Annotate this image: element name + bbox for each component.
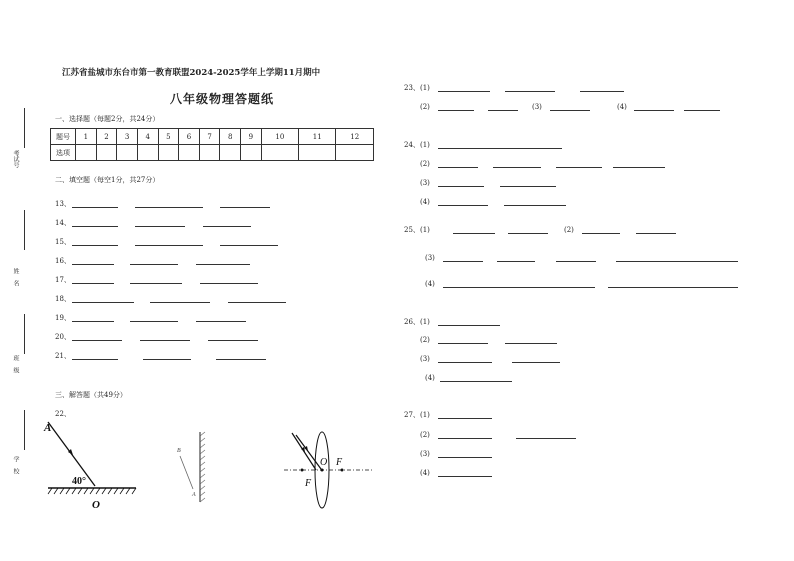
figure-plane-mirror — [170, 430, 220, 505]
q25-blank-1[interactable] — [453, 233, 495, 234]
fill-q21-blank-1[interactable] — [72, 359, 118, 360]
fill-q13-blank-2[interactable] — [135, 207, 203, 208]
q27-part1: (1) — [420, 411, 430, 419]
q23-blank-7[interactable] — [634, 110, 674, 111]
mirror-hatching — [48, 488, 136, 494]
label-point-b: B — [177, 448, 181, 454]
q25-part3: (3) — [425, 254, 435, 262]
side-label-name: 姓名 — [12, 268, 19, 292]
side-label-school: 学校 — [12, 456, 19, 480]
answer-cell[interactable] — [137, 145, 158, 161]
label-focus-left: F — [305, 478, 312, 489]
focus-dot — [341, 469, 344, 472]
answer-cell[interactable] — [158, 145, 179, 161]
q25-blank-4[interactable] — [636, 233, 676, 234]
q25-part2: (2) — [564, 226, 574, 234]
table-cell: 11 — [299, 129, 336, 145]
fill-q13-blank-3[interactable] — [220, 207, 270, 208]
fill-q20-blank-3[interactable] — [208, 340, 258, 341]
q26-blank-4[interactable] — [438, 362, 492, 363]
q26-blank-1[interactable] — [438, 325, 500, 326]
figure-convex-lens — [280, 425, 380, 510]
table-row-answers — [51, 145, 374, 161]
fill-q16-number: 16、 — [55, 257, 71, 265]
q23-blank-1[interactable] — [438, 91, 490, 92]
fill-q14-number: 14、 — [55, 219, 71, 227]
fill-q19-blank-2[interactable] — [130, 321, 178, 322]
fill-q21-blank-2[interactable] — [143, 359, 191, 360]
table-cell: 1 — [76, 129, 97, 145]
q24-blank-4[interactable] — [556, 167, 602, 168]
q23-blank-5[interactable] — [488, 110, 518, 111]
q27-part2: (2) — [420, 431, 430, 439]
q25-blank-10[interactable] — [608, 287, 738, 288]
fill-q18-number: 18、 — [55, 295, 71, 303]
q27-blank-3[interactable] — [516, 438, 576, 439]
q26-part4: (4) — [425, 374, 435, 382]
answer-cell[interactable] — [96, 145, 117, 161]
fill-q21-blank-3[interactable] — [216, 359, 266, 360]
q27-blank-4[interactable] — [438, 457, 492, 458]
fill-q14-blank-2[interactable] — [135, 226, 185, 227]
q23-blank-2[interactable] — [505, 91, 555, 92]
fill-q20-blank-1[interactable] — [72, 340, 122, 341]
fill-q13-blank-1[interactable] — [72, 207, 118, 208]
fill-q19-number: 19、 — [55, 314, 71, 322]
section-fill-heading: 二、填空题（每空1分，共27分） — [55, 176, 160, 184]
q25-blank-2[interactable] — [508, 233, 548, 234]
q24-part4: (4) — [420, 198, 430, 206]
answer-cell[interactable] — [179, 145, 200, 161]
fill-q15-blank-2[interactable] — [135, 245, 203, 246]
q25-blank-7[interactable] — [556, 261, 596, 262]
q23-part4: (4) — [617, 103, 627, 111]
q24-blank-9[interactable] — [504, 205, 566, 206]
q24-part2: (2) — [420, 160, 430, 168]
fill-q13-number: 13、 — [55, 200, 71, 208]
answer-cell[interactable] — [261, 145, 298, 161]
q25-blank-3[interactable] — [582, 233, 620, 234]
q24-blank-3[interactable] — [493, 167, 541, 168]
fill-q17-blank-3[interactable] — [200, 283, 258, 284]
q24-blank-5[interactable] — [613, 167, 665, 168]
side-line-4 — [24, 410, 25, 450]
section-choice-heading: 一、选择题（每题2分，共24分） — [55, 115, 160, 123]
q25-blank-9[interactable] — [443, 287, 595, 288]
q23-blank-8[interactable] — [684, 110, 720, 111]
q23-number: 23、 — [404, 84, 420, 92]
figure-reflection — [40, 418, 140, 510]
fill-q18-blank-3[interactable] — [228, 302, 286, 303]
fill-q15-blank-1[interactable] — [72, 245, 118, 246]
answer-cell[interactable] — [117, 145, 138, 161]
q24-blank-1[interactable] — [438, 148, 562, 149]
fill-q20-blank-2[interactable] — [140, 340, 190, 341]
answer-cell[interactable] — [299, 145, 336, 161]
label-point-o: O — [92, 499, 100, 510]
fill-q21-number: 21、 — [55, 352, 71, 360]
side-line-1 — [24, 108, 25, 148]
fill-q15-number: 15、 — [55, 238, 71, 246]
table-cell: 12 — [336, 129, 374, 145]
q27-blank-2[interactable] — [438, 438, 492, 439]
fill-q19-blank-1[interactable] — [72, 321, 114, 322]
fill-q17-blank-2[interactable] — [130, 283, 182, 284]
answer-cell[interactable] — [76, 145, 97, 161]
fill-q14-blank-3[interactable] — [203, 226, 251, 227]
q24-blank-7[interactable] — [500, 186, 556, 187]
side-line-3 — [24, 314, 25, 354]
q27-part4: (4) — [420, 469, 430, 477]
label-point-a: A — [192, 492, 196, 498]
q26-blank-3[interactable] — [505, 343, 557, 344]
q24-number: 24、 — [404, 141, 420, 149]
q25-part4: (4) — [425, 280, 435, 288]
label-angle: 40° — [72, 476, 86, 487]
optical-center-dot — [321, 469, 324, 472]
answer-cell[interactable] — [336, 145, 374, 161]
side-line-2 — [24, 210, 25, 250]
q26-part1: (1) — [420, 318, 430, 326]
q25-blank-5[interactable] — [443, 261, 483, 262]
q22-number: 22、 — [55, 410, 71, 418]
q25-part1: (1) — [420, 226, 430, 234]
paper-title: 八年级物理答题纸 — [170, 92, 275, 106]
q23-part3: (3) — [532, 103, 542, 111]
focus-dot — [301, 469, 304, 472]
q26-number: 26、 — [404, 318, 420, 326]
q27-number: 27、 — [404, 411, 420, 419]
side-label-exam-no: 考试号 — [12, 150, 19, 168]
choice-answer-table — [50, 128, 374, 161]
table-row-numbers — [51, 129, 374, 145]
q26-blank-2[interactable] — [438, 343, 488, 344]
fill-q16-blank-2[interactable] — [130, 264, 178, 265]
label-point-a: A — [44, 422, 52, 434]
answer-cell[interactable] — [199, 145, 220, 161]
mirror-hatching — [200, 432, 205, 502]
q24-blank-2[interactable] — [438, 167, 478, 168]
q24-blank-8[interactable] — [438, 205, 488, 206]
q23-blank-3[interactable] — [580, 91, 624, 92]
table-cell: 4 — [137, 129, 158, 145]
table-cell: 9 — [241, 129, 262, 145]
q26-part3: (3) — [420, 355, 430, 363]
fill-q20-number: 20、 — [55, 333, 71, 341]
table-cell: 8 — [220, 129, 241, 145]
q27-part3: (3) — [420, 450, 430, 458]
table-header-cell: 选项 — [51, 145, 76, 161]
table-header-cell: 题号 — [51, 129, 76, 145]
fill-q15-blank-3[interactable] — [220, 245, 278, 246]
table-cell: 10 — [261, 129, 298, 145]
label-point-o: O — [320, 457, 328, 468]
table-cell: 3 — [117, 129, 138, 145]
q23-blank-4[interactable] — [438, 110, 474, 111]
answer-cell[interactable] — [241, 145, 262, 161]
q23-part2: (2) — [420, 103, 430, 111]
fill-q17-number: 17、 — [55, 276, 71, 284]
table-cell: 7 — [199, 129, 220, 145]
table-cell: 2 — [96, 129, 117, 145]
q25-blank-8[interactable] — [616, 261, 738, 262]
fill-q16-blank-1[interactable] — [72, 264, 114, 265]
q25-number: 25、 — [404, 226, 420, 234]
fill-q17-blank-1[interactable] — [72, 283, 114, 284]
fill-q16-blank-3[interactable] — [196, 264, 250, 265]
fill-q14-blank-1[interactable] — [72, 226, 118, 227]
table-cell: 6 — [179, 129, 200, 145]
q24-part1: (1) — [420, 141, 430, 149]
side-label-class: 班级 — [12, 355, 19, 379]
q26-part2: (2) — [420, 336, 430, 344]
fill-q18-blank-1[interactable] — [72, 302, 134, 303]
q23-part1: (1) — [420, 84, 430, 92]
q27-blank-1[interactable] — [438, 418, 492, 419]
label-focus-right: F — [336, 457, 343, 468]
answer-cell[interactable] — [220, 145, 241, 161]
q24-blank-6[interactable] — [438, 186, 484, 187]
q26-blank-6[interactable] — [440, 381, 512, 382]
fill-q18-blank-2[interactable] — [150, 302, 210, 303]
q26-blank-5[interactable] — [512, 362, 560, 363]
fill-q19-blank-3[interactable] — [196, 321, 246, 322]
table-cell: 5 — [158, 129, 179, 145]
incident-ray-1 — [292, 433, 316, 470]
q24-part3: (3) — [420, 179, 430, 187]
exam-title: 江苏省盐城市东台市第一教育联盟2024-2025学年上学期11月期中 — [62, 68, 321, 78]
q23-blank-6[interactable] — [550, 110, 590, 111]
q27-blank-5[interactable] — [438, 476, 492, 477]
section-solve-heading: 三、解答题（共49分） — [55, 391, 127, 399]
q25-blank-6[interactable] — [497, 261, 535, 262]
object-ab — [180, 456, 193, 489]
